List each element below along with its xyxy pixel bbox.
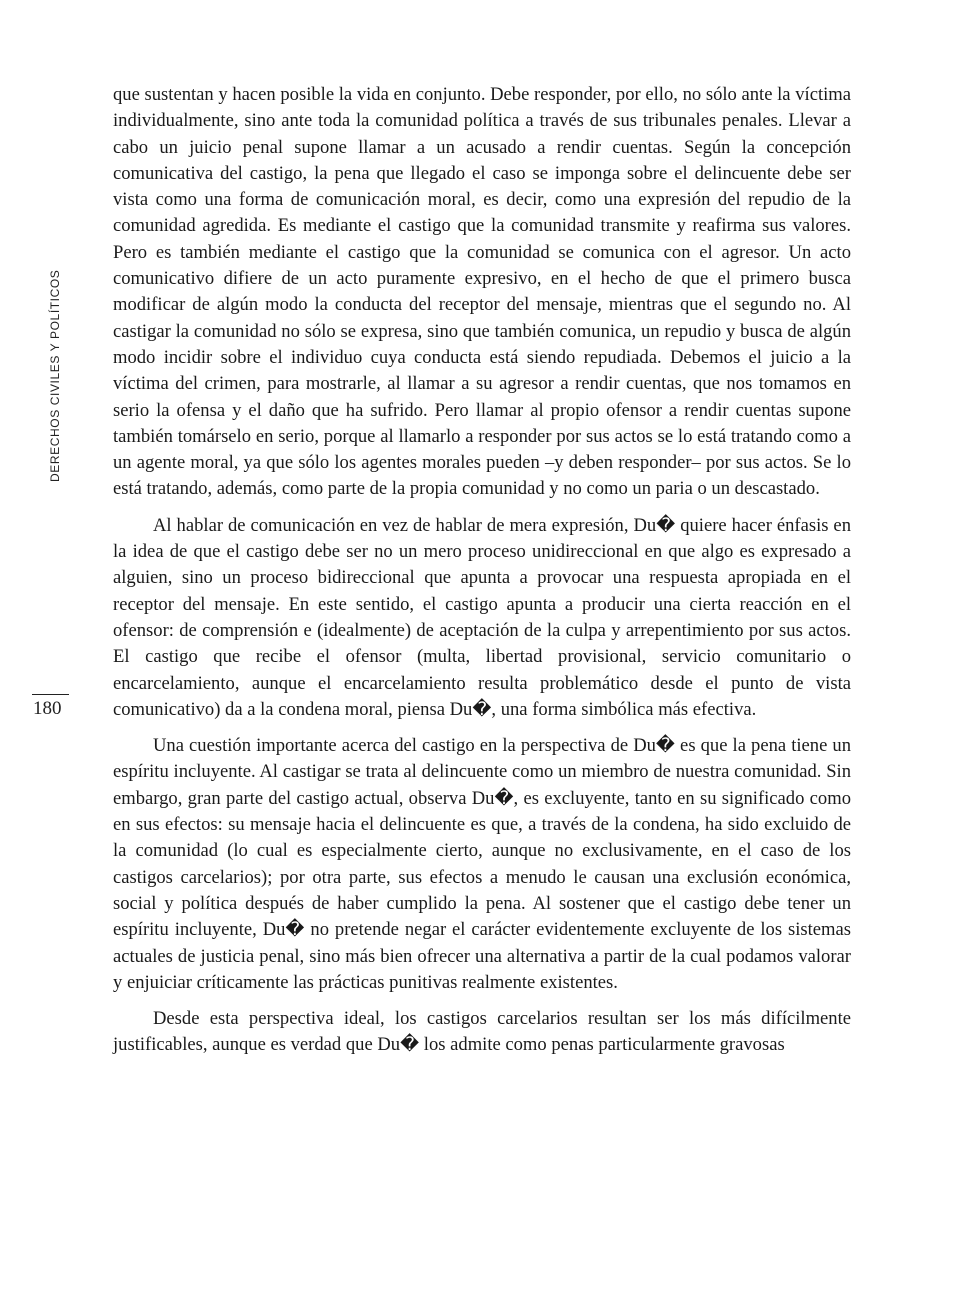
page-number-rule <box>32 694 69 695</box>
paragraph: Desde esta perspectiva ideal, los castigos carcelarios resultan ser los más difícilmente justificables, aunque es verdad que Du� los admite como penas particularmente gravosas <box>113 1008 851 1056</box>
paragraph: Una cuestión importante acerca del castigo en la perspectiva de Du� es que la pena tiene un espíritu incluyente. Al castigar se trata al delincuente como un miembro de nuestra comunidad. Sin embargo, gran parte del castigo actual, observa Du�, es excluyente, tanto en su significado como en sus efectos: su mensaje hacia el delincuente es que, a través de la condena, ha sido excluido de la comunidad (lo cual es especialmente cierto, aunque no exclusivamente, en el caso de los castigos carcelarios); por otra parte, sus efectos a menudo le causan una exclusión económica, social y política después de haber cumplido la pena. Al sostener que el castigo debe tener un espíritu incluyente, Du� no pretende negar el carácter evidentemente excluyente de los sistemas actuales de justicia penal, sino más bien ofrecer una alternativa a partir de la cual podamos valorar y enjuiciar críticamente las prácticas punitivas realmente existentes. <box>113 735 851 993</box>
paragraph: Al hablar de comunicación en vez de hablar de mera expresión, Du� quiere hacer énfasis en la idea de que el castigo debe ser no un mero proceso unidireccional en que algo es expresado a alguien, sino un proceso bidireccional que apunta a provocar una respuesta apropiada en el receptor del mensaje. En este sentido, el castigo apunta a producir una cierta reacción en el ofensor: de comprensión e (idealmente) de aceptación de la culpa y arrepentimiento por sus actos. El castigo que recibe el ofensor (multa, libertad provisional, servicio comunitario o encarcelamiento, aunque el encarcelamiento resulta problemático desde el punto de vista comunicativo) da a la condena moral, piensa Du�, una forma simbólica más efectiva. <box>113 514 851 720</box>
page-number: 180 <box>33 698 62 719</box>
body-text <box>113 82 851 1069</box>
running-header: DERECHOS CIVILES Y POLÍTICOS <box>48 269 62 482</box>
paragraph: que sustentan y hacen posible la vida en conjunto. Debe responder, por ello, no sólo ante la víctima individualmente, sino ante toda la comunidad política a través de sus tribunales penales. Llevar a cabo un juicio penal supone llamar a un acusado a rendir cuentas. Según la concepción comunicativa del castigo, la pena que llegado el caso se imponga sobre el delincuente debe ser vista como una forma de comunicación moral, es decir, como una expresión del repudio de la comunidad agredida. Es mediante el castigo que la comunidad transmite y reafirma sus valores. Pero es también mediante el castigo que la comunidad se comunica con el agresor. Un acto comunicativo difiere de un acto puramente expresivo, en el hecho de que el primero busca modificar de algún modo la conducta del receptor del mensaje, mientras que el segundo no. Al castigar la comunidad no sólo se expresa, sino que también comunica, un repudio y busca de algún modo incidir sobre el individuo cuya conducta está siendo repudiada. Debemos el juicio a la víctima del crimen, para mostrarle, al llamar a su agresor a rendir cuentas, que nos tomamos en serio la ofensa y el daño que ha sufrido. Pero llamar al propio ofensor a rendir cuentas supone también tomárselo en serio, porque al llamarlo a responder por sus actos se lo está tratando como a un agente moral, ya que sólo los agentes morales pueden –y deben responder– por sus actos. Se lo está tratando, además, como parte de la propia comunidad y no como un paria o un descastado. <box>113 84 851 500</box>
